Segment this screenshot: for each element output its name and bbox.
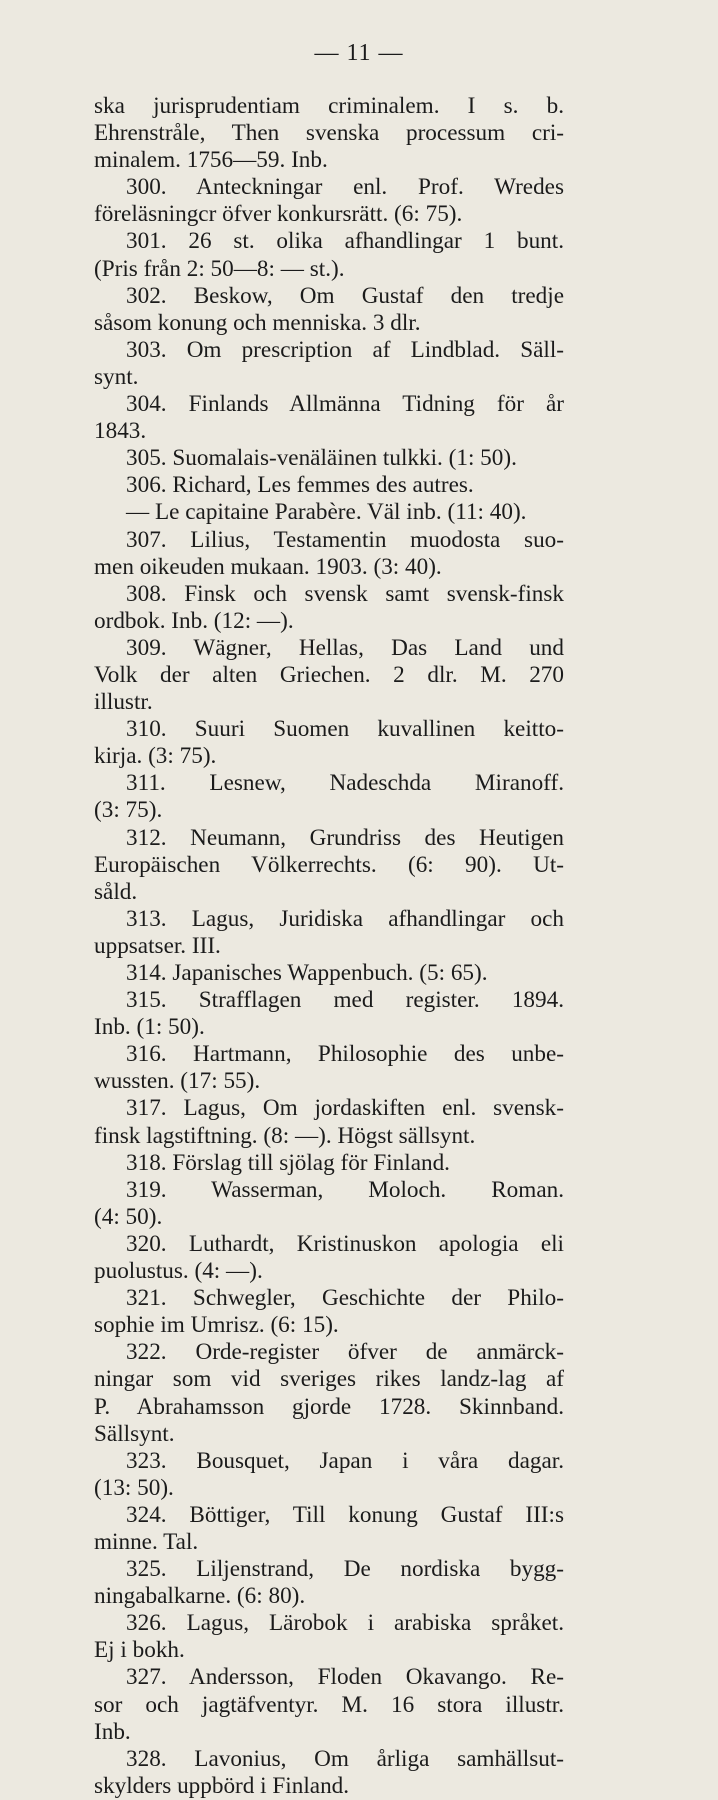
- text-line: 304. Finlands Allmänna Tidning för år: [126, 391, 564, 418]
- text-line: Volk der alten Griechen. 2 dlr. M. 270: [94, 661, 564, 688]
- text-line: 300. Anteckningar enl. Prof. Wredes: [126, 174, 564, 201]
- text-line: Ehrenstråle, Then svenska processum cri-: [94, 120, 564, 147]
- text-line: 303. Om prescription af Lindblad. Säll-: [126, 336, 564, 363]
- text-line: 313. Lagus, Juridiska afhandlingar och: [126, 905, 564, 932]
- text-line: 311. Lesnew, Nadeschda Miranoff.: [126, 770, 564, 797]
- catalog-text: [94, 93, 564, 1800]
- text-line: sophie im Umrisz. (6: 15).: [94, 1312, 339, 1339]
- text-line: 314. Japanisches Wappenbuch. (5: 65).: [126, 960, 488, 986]
- text-line: 317. Lagus, Om jordaskiften enl. svensk-: [126, 1095, 564, 1122]
- text-line: såsom konung och menniska. 3 dlr.: [94, 309, 421, 336]
- text-line: Inb. (1: 50).: [94, 1014, 205, 1041]
- text-line: Europäischen Völkerrechts. (6: 90). Ut-: [94, 851, 564, 878]
- text-line: 328. Lavonius, Om årliga samhällsut-: [126, 1745, 564, 1772]
- text-line: 306. Richard, Les femmes des autres.: [126, 472, 474, 499]
- text-line: 327. Andersson, Floden Okavango. Re-: [126, 1664, 564, 1691]
- text-line: 322. Orde-register öfver de anmärck-: [126, 1339, 564, 1366]
- text-line: puolustus. (4: —).: [94, 1258, 263, 1285]
- text-line: föreläsningcr öfver konkursrätt. (6: 75).: [94, 201, 463, 228]
- text-line: 325. Liljenstrand, De nordiska bygg-: [126, 1556, 564, 1583]
- text-line: 312. Neumann, Grundriss des Heutigen: [126, 824, 564, 851]
- text-line: Inb.: [94, 1718, 131, 1745]
- text-line: synt.: [94, 363, 139, 390]
- text-line: illustr.: [94, 689, 153, 716]
- text-line: 301. 26 st. olika afhandlingar 1 bunt.: [126, 228, 564, 255]
- text-line: wussten. (17: 55).: [94, 1068, 261, 1095]
- text-line: 302. Beskow, Om Gustaf den tredje: [126, 282, 564, 309]
- text-line: 309. Wägner, Hellas, Das Land und: [126, 634, 564, 661]
- text-line: skylders uppbörd i Finland.: [94, 1772, 350, 1799]
- text-line: ningabalkarne. (6: 80).: [94, 1583, 306, 1610]
- text-line: 320. Luthardt, Kristinuskon apologia eli: [126, 1230, 564, 1257]
- text-line: ningar som vid sveriges rikes landz-lag af: [94, 1366, 564, 1393]
- text-line: 326. Lagus, Lärobok i arabiska språket.: [126, 1610, 564, 1637]
- text-line: 315. Strafflagen med register. 1894.: [126, 987, 564, 1014]
- text-line: (3: 75).: [94, 797, 163, 824]
- text-line: P. Abrahamsson gjorde 1728. Skinnband.: [94, 1393, 564, 1420]
- text-line: 318. Förslag till sjölag för Finland.: [126, 1149, 450, 1176]
- text-line: såld.: [94, 878, 138, 905]
- text-line: sor och jagtäfventyr. M. 16 stora illustr.: [94, 1691, 564, 1718]
- text-line: 324. Böttiger, Till konung Gustaf III:s: [126, 1501, 564, 1528]
- text-line: 321. Schwegler, Geschichte der Philo-: [126, 1285, 564, 1312]
- text-line: men oikeuden mukaan. 1903. (3: 40).: [94, 553, 442, 580]
- text-line: minalem. 1756—59. Inb.: [94, 147, 328, 174]
- text-line: 305. Suomalais-venäläinen tulkki. (1: 50).: [126, 445, 517, 472]
- text-line: 307. Lilius, Testamentin muodosta suo-: [126, 526, 564, 553]
- text-line: Sällsynt.: [94, 1420, 175, 1447]
- text-line: kirja. (3: 75).: [94, 743, 217, 770]
- text-line: — Le capitaine Parabère. Väl inb. (11: 40).: [126, 499, 527, 526]
- text-line: (4: 50).: [94, 1203, 163, 1230]
- text-line: 323. Bousquet, Japan i våra dagar.: [126, 1447, 564, 1474]
- text-line: uppsatser. III.: [94, 932, 221, 959]
- text-line: 1843.: [94, 418, 147, 445]
- page-number: — 11 —: [314, 40, 404, 66]
- text-line: ska jurisprudentiam criminalem. I s. b.: [94, 93, 564, 119]
- text-line: 310. Suuri Suomen kuvallinen keitto-: [126, 716, 564, 743]
- text-line: (13: 50).: [94, 1474, 174, 1501]
- text-line: Ej i bokh.: [94, 1637, 185, 1664]
- text-line: 316. Hartmann, Philosophie des unbe-: [126, 1041, 564, 1068]
- text-line: ordbok. Inb. (12: —).: [94, 607, 294, 634]
- text-line: finsk lagstiftning. (8: —). Högst sällsynt.: [94, 1122, 476, 1149]
- text-line: (Pris från 2: 50—8: — st.).: [94, 255, 345, 282]
- text-line: 308. Finsk och svensk samt svensk-finsk: [126, 580, 564, 607]
- text-line: minne. Tal.: [94, 1528, 199, 1555]
- text-line: 319. Wasserman, Moloch. Roman.: [126, 1176, 564, 1203]
